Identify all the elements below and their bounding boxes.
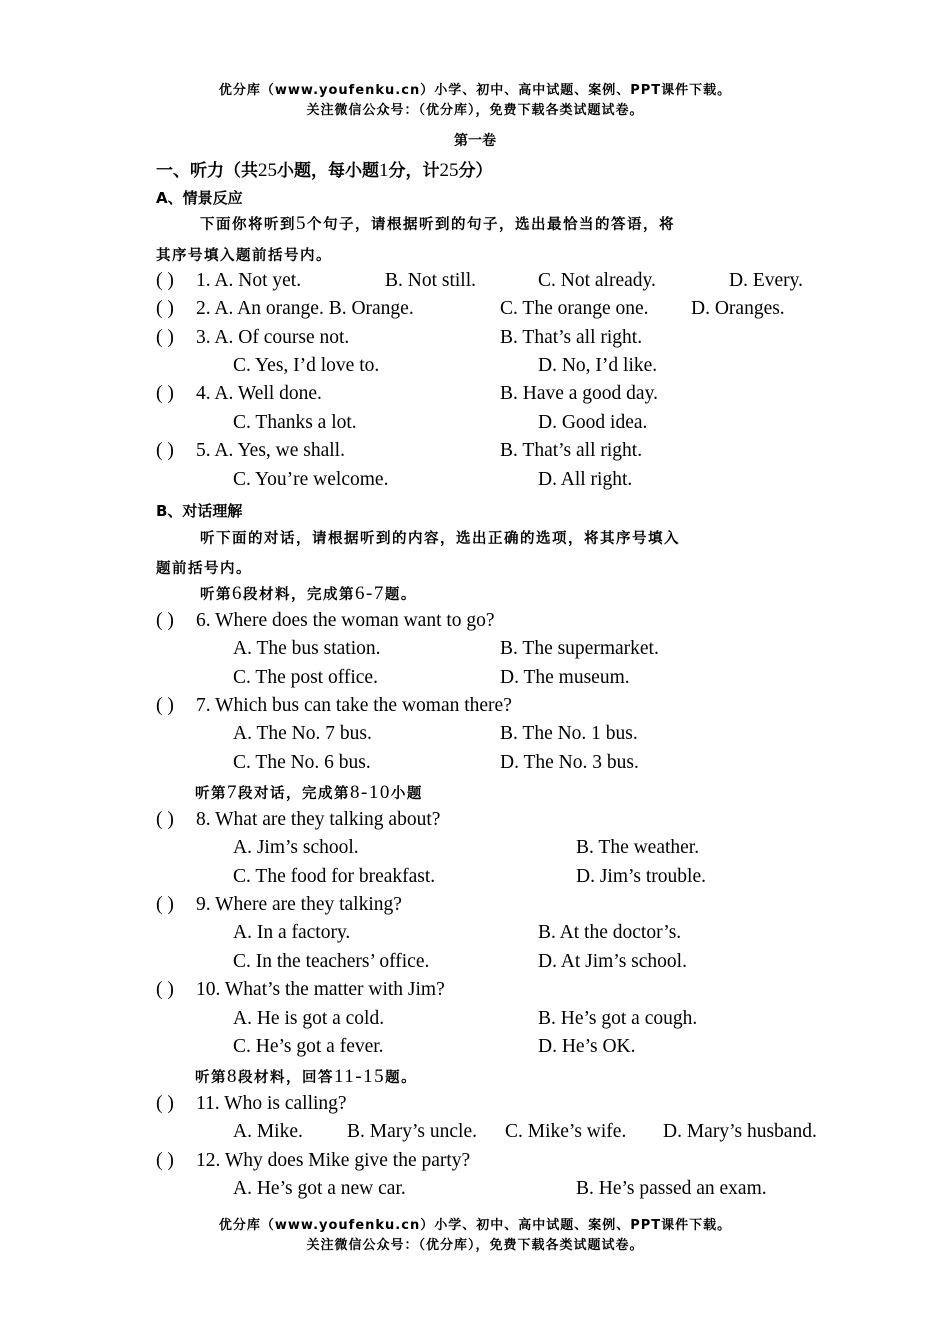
note-passage-6: 听第6段材料，完成第6-7题。 [200, 583, 417, 604]
q9-option-b: B. At the doctor’s. [538, 922, 682, 943]
question-5: ( ) 5. A. Yes, we shall. [156, 440, 345, 461]
q10-option-a: A. He is got a cold. [233, 1008, 385, 1029]
q5-option-c: C. You’re welcome. [233, 469, 389, 490]
note-passage-7: 听第7段对话，完成第8-10小题 [195, 782, 423, 803]
q3-option-c: C. Yes, I’d love to. [233, 355, 380, 376]
q9-option-d: D. At Jim’s school. [538, 951, 687, 972]
q4-option-b: B. Have a good day. [500, 383, 658, 404]
answer-blank[interactable]: ( ) [156, 1093, 174, 1114]
q3-option-b: B. That’s all right. [500, 327, 643, 348]
q10-option-c: C. He’s got a fever. [233, 1036, 384, 1057]
part-b-label: B、对话理解 [156, 502, 243, 520]
q7-option-d: D. The No. 3 bus. [500, 752, 639, 773]
q8-option-c: C. The food for breakfast. [233, 866, 436, 887]
q11-option-d: D. Mary’s husband. [663, 1121, 817, 1142]
q4-option-d: D. Good idea. [538, 412, 648, 433]
q11-option-b: B. Mary’s uncle. [347, 1121, 477, 1142]
question-4: ( ) 4. A. Well done. [156, 383, 322, 404]
question-2: ( ) 2. A. An orange. B. Orange. [156, 298, 414, 319]
answer-blank[interactable]: ( ) [156, 298, 174, 319]
q10-option-b: B. He’s got a cough. [538, 1008, 698, 1029]
page-footer-line-2: 关注微信公众号：（优分库），免费下载各类试题试卷。 [306, 1238, 644, 1253]
note-passage-8: 听第8段材料，回答11-15题。 [195, 1066, 418, 1087]
q9-option-c: C. In the teachers’ office. [233, 951, 430, 972]
q9-option-a: A. In a factory. [233, 922, 351, 943]
q8-option-a: A. Jim’s school. [233, 837, 359, 858]
answer-blank[interactable]: ( ) [156, 695, 174, 716]
answer-blank[interactable]: ( ) [156, 894, 174, 915]
part-b-instruction-1: 听下面的对话，请根据听到的内容，选出正确的选项，将其序号填入 [200, 531, 680, 547]
q6-option-d: D. The museum. [500, 667, 630, 688]
answer-blank[interactable]: ( ) [156, 270, 174, 291]
q5-option-d: D. All right. [538, 469, 633, 490]
question-7: ( ) 7. Which bus can take the woman there? [156, 695, 512, 716]
q11-option-c: C. Mike’s wife. [505, 1121, 627, 1142]
q8-option-d: D. Jim’s trouble. [576, 866, 706, 887]
q11-option-a: A. Mike. [233, 1121, 303, 1142]
volume-title: 第一卷 [454, 133, 496, 149]
part-b-instruction-2: 题前括号内。 [156, 561, 252, 577]
question-1: ( ) 1. A. Not yet. [156, 270, 302, 291]
q6-option-a: A. The bus station. [233, 638, 381, 659]
q2-option-d: D. Oranges. [691, 298, 785, 319]
q7-option-b: B. The No. 1 bus. [500, 723, 638, 744]
q1-option-c: C. Not already. [538, 270, 656, 291]
answer-blank[interactable]: ( ) [156, 440, 174, 461]
question-10: ( ) 10. What’s the matter with Jim? [156, 979, 445, 1000]
q6-option-c: C. The post office. [233, 667, 378, 688]
q1-option-d: D. Every. [729, 270, 804, 291]
q3-option-d: D. No, I’d like. [538, 355, 658, 376]
page-header-line-2: 关注微信公众号：（优分库），免费下载各类试题试卷。 [306, 103, 644, 118]
q8-option-b: B. The weather. [576, 837, 700, 858]
answer-blank[interactable]: ( ) [156, 979, 174, 1000]
section-title: 一、听力（共25小题，每小题1分，计25分） [156, 160, 493, 181]
answer-blank[interactable]: ( ) [156, 327, 174, 348]
question-11: ( ) 11. Who is calling? [156, 1093, 347, 1114]
q6-option-b: B. The supermarket. [500, 638, 659, 659]
answer-blank[interactable]: ( ) [156, 809, 174, 830]
page-footer-line-1: 优分库（www.youfenku.cn）小学、初中、高中试题、案例、PPT课件下载。 [218, 1218, 732, 1233]
q5-option-b: B. That’s all right. [500, 440, 643, 461]
answer-blank[interactable]: ( ) [156, 1150, 174, 1171]
part-a-label: A、情景反应 [156, 189, 243, 207]
q7-option-c: C. The No. 6 bus. [233, 752, 371, 773]
q4-option-c: C. Thanks a lot. [233, 412, 357, 433]
question-3: ( ) 3. A. Of course not. [156, 327, 350, 348]
page-header-line-1: 优分库（www.youfenku.cn）小学、初中、高中试题、案例、PPT课件下载。 [218, 83, 732, 98]
question-6: ( ) 6. Where does the woman want to go? [156, 610, 495, 631]
question-9: ( ) 9. Where are they talking? [156, 894, 402, 915]
part-a-instruction-2: 其序号填入题前括号内。 [156, 248, 332, 264]
q7-option-a: A. The No. 7 bus. [233, 723, 372, 744]
q1-option-b: B. Not still. [385, 270, 477, 291]
question-12: ( ) 12. Why does Mike give the party? [156, 1150, 471, 1171]
answer-blank[interactable]: ( ) [156, 383, 174, 404]
q12-option-b: B. He’s passed an exam. [576, 1178, 767, 1199]
question-8: ( ) 8. What are they talking about? [156, 809, 441, 830]
q12-option-a: A. He’s got a new car. [233, 1178, 406, 1199]
answer-blank[interactable]: ( ) [156, 610, 174, 631]
q10-option-d: D. He’s OK. [538, 1036, 636, 1057]
q2-option-c: C. The orange one. [500, 298, 649, 319]
part-a-instruction-1: 下面你将听到5个句子，请根据听到的句子，选出最恰当的答语，将 [200, 213, 675, 234]
